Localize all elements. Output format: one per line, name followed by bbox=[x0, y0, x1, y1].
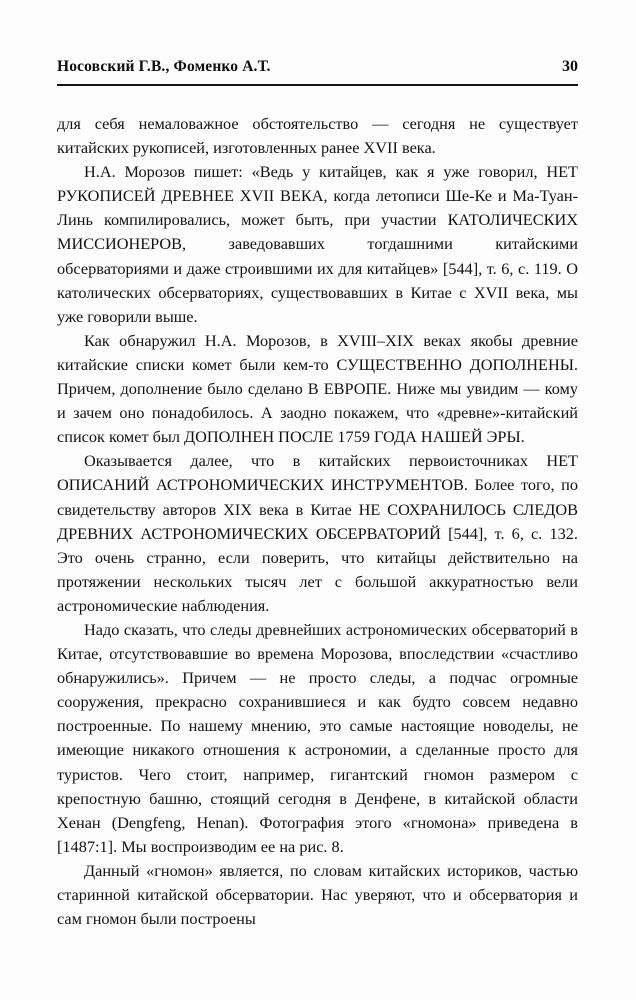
paragraph bbox=[57, 859, 578, 931]
paragraph-text: Н.А. Морозов пишет: «Ведь у китайцев, как я уже говорил, НЕТ РУКОПИСЕЙ ДРЕВНЕЕ XVII ВЕКА, когда летописи Ше-Ке и Ма-Туан-Линь компилировались, может быть, при участии КАТОЛИЧЕСКИХ МИССИОНЕРОВ, заведовавших тогдашними китайскими обсерваториями и даже строившими их для китайцев» [544], т. 6, с. 119. О католических обсерваториях, существовавших в Китае с XVII века, мы уже говорили выше. bbox=[57, 162, 578, 326]
paragraph-text: Как обнаружил Н.А. Морозов, в XVIII–XIX веках якобы древние китайские списки комет были кем-то СУЩЕСТВЕННО ДОПОЛНЕНЫ. Причем, дополнение было сделано В ЕВРОПЕ. Ниже мы увидим — кому и зачем оно понадобилось. А заодно покажем, что «древне»-китайский список комет был ДОПОЛНЕН ПОСЛЕ 1759 ГОДА НАШЕЙ ЭРЫ. bbox=[57, 330, 578, 447]
running-head-authors: Носовский Г.В., Фоменко А.Т. bbox=[57, 58, 271, 75]
paragraph-text: Оказывается далее, что в китайских первоисточниках НЕТ ОПИСАНИЙ АСТРОНОМИЧЕСКИХ ИНСТРУМЕНТОВ. Более того, по свидетельству авторов XIX века в Китае НЕ СОХРАНИЛОСЬ СЛЕДОВ ДРЕВНИХ АСТРОНОМИЧЕСКИХ ОБСЕРВАТОРИЙ [544], т. 6, с. 132. Это очень странно, если поверить, что китайцы действительно на протяжении нескольких тысяч лет с большой аккуратностью вели астрономические наблюдения. bbox=[57, 451, 578, 615]
paragraph-text: для себя немаловажное обстоятельство — сегодня не существует китайских рукописей, изготовленных ранее XVII века. bbox=[57, 114, 578, 158]
paragraph-text: Данный «гномон» является, по словам китайских историков, частью старинной китайской обсерватории. Нас уверяют, что и обсерватория и сам гномон были построены bbox=[57, 860, 578, 929]
header-rule bbox=[57, 84, 578, 86]
paragraph bbox=[57, 329, 578, 449]
paragraph-text: Надо сказать, что следы древнейших астрономических обсерваторий в Китае, отсутствовавшие во времена Морозова, впоследствии «счастливо обнаружились». Причем — не просто следы, а подчас огромные сооружения, прекрасно сохранившиеся и как будто совсем недавно построенные. По нашему мнению, это самые настоящие новоделы, не имеющие никакого отношения к астрономии, а сделанные просто для туристов. Чего стоит, например, гигантский гномон размером с крепостную башню, стоящий сегодня в Денфене, в китайской области Хенан (Dengfeng, Henan). Фотография этого «гномона» приведена в [1487:1]. Мы воспроизводим ее на рис. 8. bbox=[57, 619, 578, 856]
running-head bbox=[57, 58, 578, 76]
paragraph bbox=[57, 618, 578, 859]
paragraph bbox=[57, 449, 578, 618]
paragraph bbox=[57, 112, 578, 160]
body-text bbox=[57, 112, 578, 931]
page-number: 30 bbox=[562, 58, 578, 75]
paragraph bbox=[57, 160, 578, 329]
